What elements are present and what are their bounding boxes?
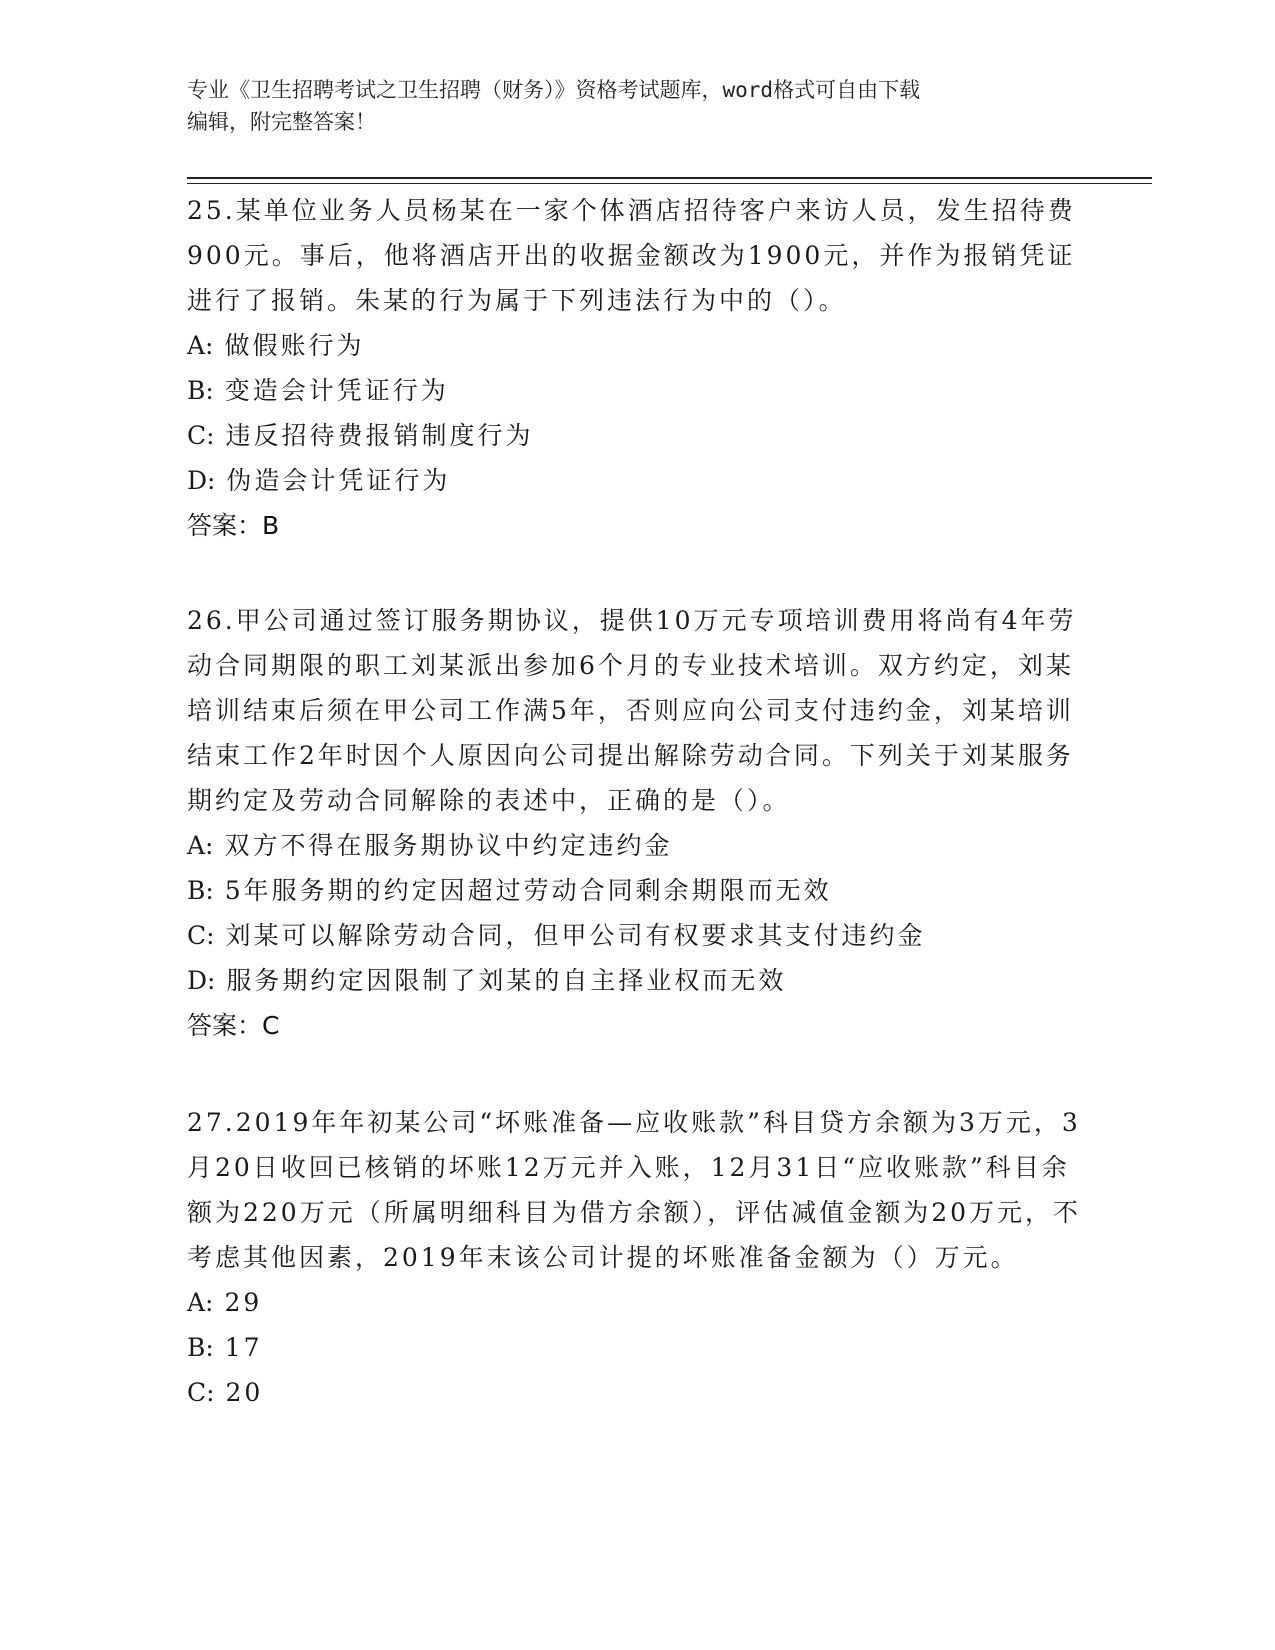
- option-b: [187, 868, 1087, 913]
- option-letter: A:: [187, 831, 214, 860]
- option-a: [187, 1280, 1087, 1325]
- option-text: 服务期约定因限制了刘某的自主择业权而无效: [226, 966, 787, 995]
- option-letter: B:: [187, 1333, 214, 1362]
- option-text: 伪造会计凭证行为: [226, 466, 451, 495]
- option-letter: A:: [187, 331, 214, 360]
- option-text: 刘某可以解除劳动合同，但甲公司有权要求其支付违约金: [225, 921, 926, 950]
- option-text: 20: [225, 1378, 264, 1407]
- question-text: 27.2019年年初某公司“坏账准备—应收账款”科目贷方余额为3万元，3月20日收回已核销的坏账12万元并入账，12月31日“应收账款”科目余额为220万元（所属明细科目为借方余额），评估减值金额为20万元，不考虑其他因素，2019年末该公司计提的坏账准备金额为（）万元。: [187, 1108, 1082, 1272]
- option-a: [187, 323, 1087, 368]
- header-line-2: 编辑，附完整答案！: [187, 110, 376, 134]
- option-letter: B:: [187, 876, 214, 905]
- answer: 答案：C: [187, 1011, 280, 1040]
- question-text: 26.甲公司通过签订服务期协议，提供10万元专项培训费用将尚有4年劳动合同期限的职工刘某派出参加6个月的专业技术培训。双方约定，刘某培训结束后须在甲公司工作满5年，否则应向公司支付违约金，刘某培训结束工作2年时因个人原因向公司提出解除劳动合同。下列关于刘某服务期约定及劳动合同解除的表述中，正确的是（）。: [187, 606, 1077, 815]
- question-27: [187, 1100, 1087, 1415]
- header-rule-thick: [187, 177, 1152, 179]
- option-letter: D:: [187, 966, 216, 995]
- header-rule-thin: [187, 183, 1152, 184]
- answer: 答案：B: [187, 511, 280, 540]
- option-text: 双方不得在服务期协议中约定违约金: [224, 831, 673, 860]
- option-letter: C:: [187, 421, 215, 450]
- option-text: 违反招待费报销制度行为: [225, 421, 534, 450]
- question-26: [187, 598, 1087, 1048]
- option-c: [187, 413, 1087, 458]
- option-letter: A:: [187, 1288, 214, 1317]
- option-text: 29: [224, 1288, 263, 1317]
- option-text: 变造会计凭证行为: [224, 376, 449, 405]
- option-letter: C:: [187, 921, 215, 950]
- option-letter: D:: [187, 466, 216, 495]
- document-header: [187, 74, 1087, 138]
- option-letter: C:: [187, 1378, 215, 1407]
- option-text: 17: [224, 1333, 263, 1362]
- question-text: 25.某单位业务人员杨某在一家个体酒店招待客户来访人员，发生招待费900元。事后，他将酒店开出的收据金额改为1900元，并作为报销凭证进行了报销。朱某的行为属于下列违法行为中的（）。: [187, 196, 1076, 315]
- question-25: [187, 188, 1087, 548]
- option-d: [187, 958, 1087, 1003]
- option-d: [187, 458, 1087, 503]
- option-c: [187, 913, 1087, 958]
- option-b: [187, 1325, 1087, 1370]
- header-line-1: 专业《卫生招聘考试之卫生招聘（财务）》资格考试题库，word格式可自由下载: [187, 78, 921, 102]
- option-letter: B:: [187, 376, 214, 405]
- option-a: [187, 823, 1087, 868]
- option-text: 5年服务期的约定因超过劳动合同剩余期限而无效: [224, 876, 832, 905]
- option-c: [187, 1370, 1087, 1415]
- option-text: 做假账行为: [224, 331, 365, 360]
- option-b: [187, 368, 1087, 413]
